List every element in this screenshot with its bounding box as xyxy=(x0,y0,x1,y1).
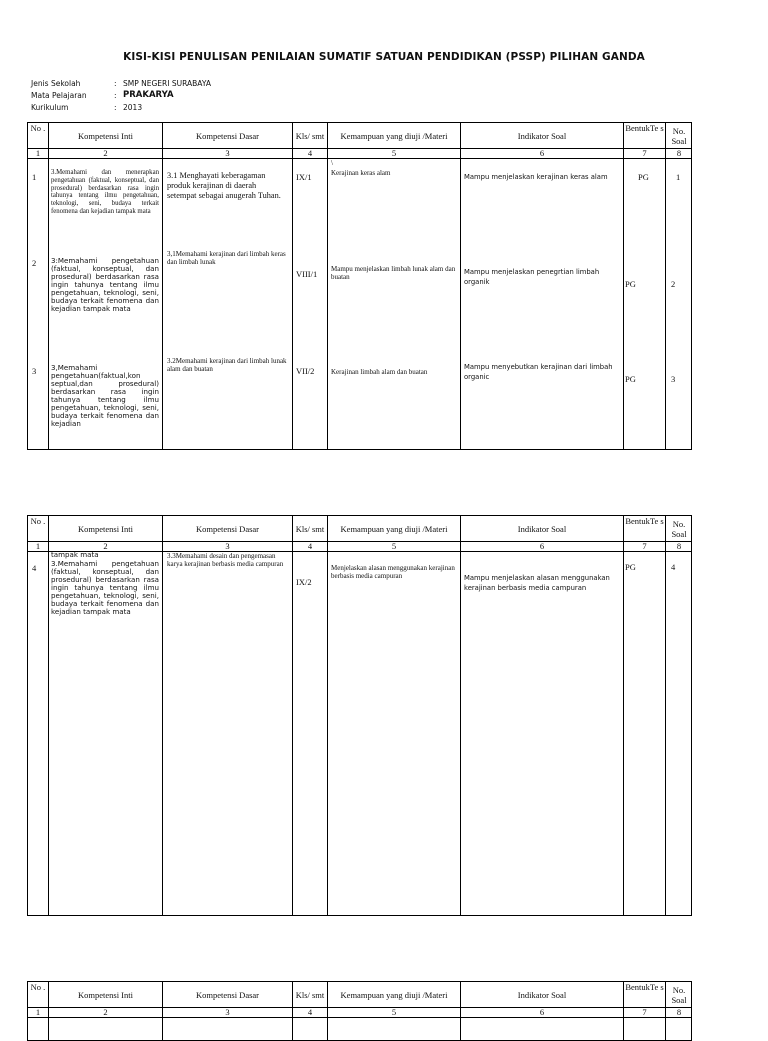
carry-over-text: tampak mata xyxy=(51,550,99,559)
header-materi: Kemampuan yang diuji /Materi xyxy=(340,523,448,534)
header-kompetensi-dasar: Kompetensi Dasar xyxy=(195,130,260,141)
materi-cell: Menjelaskan alasan menggunakan kerajinan berbasis media campuran xyxy=(331,564,455,580)
bentuk-cell: PG xyxy=(638,172,649,182)
col-number: 1 xyxy=(35,148,41,158)
meta-label: Jenis Sekolah xyxy=(31,79,81,88)
no-soal-cell: 4 xyxy=(671,562,676,572)
col-number: 6 xyxy=(539,1007,545,1017)
col-number: 5 xyxy=(391,1007,397,1017)
header-no: No . xyxy=(30,982,46,992)
header-indikator: Indikator Soal xyxy=(517,989,567,1000)
bentuk-cell: PG xyxy=(625,279,636,289)
no-soal-cell: 3 xyxy=(671,374,676,384)
bentuk-cell: PG xyxy=(625,562,636,572)
kisi-table-1 xyxy=(27,122,692,450)
header-no: No . xyxy=(30,123,46,133)
header-kelas-semester: Kls/ smt xyxy=(295,989,325,1000)
col-number: 3 xyxy=(225,1007,230,1017)
kompetensi-dasar-cell: 3.1 Menghayati keberagaman produk kerajinan di daerah setempat sebagai anugerah Tuhan. xyxy=(167,171,281,200)
kompetensi-dasar-cell: 3.2Memahami kerajinan dari limbah lunak alam dan buatan xyxy=(167,357,287,373)
col-number: 4 xyxy=(307,541,313,551)
indikator-cell: Mampu menyebutkan kerajinan dari limbah organic xyxy=(464,363,613,381)
meta-colon: : xyxy=(114,79,117,88)
meta-colon: : xyxy=(114,103,117,112)
col-number: 6 xyxy=(539,148,545,158)
header-no-soal: No. Soal xyxy=(671,984,687,1005)
row-no: 1 xyxy=(32,172,37,182)
header-kompetensi-inti: Kompetensi Inti xyxy=(77,989,133,1000)
kompetensi-dasar-cell: 3,1Memahami kerajinan dari limbah keras dan limbah lunak xyxy=(167,250,286,266)
header-kelas-semester: Kls/ smt xyxy=(295,130,325,141)
col-number: 1 xyxy=(35,541,41,551)
col-number: 1 xyxy=(35,1007,41,1017)
col-number: 2 xyxy=(103,541,108,551)
no-soal-cell: 2 xyxy=(671,279,676,289)
col-number: 2 xyxy=(103,148,108,158)
col-number: 3 xyxy=(225,541,230,551)
meta-value: SMP NEGERI SURABAYA xyxy=(123,79,211,88)
bentuk-cell: PG xyxy=(625,374,636,384)
indikator-cell: Mampu menjelaskan kerajinan keras alam xyxy=(464,173,608,181)
kelas-cell: VIII/1 xyxy=(296,269,318,279)
meta-colon: : xyxy=(114,91,117,100)
col-number: 6 xyxy=(539,541,545,551)
materi-cell: Kerajinan keras alam xyxy=(331,169,391,177)
kompetensi-inti-cell: 3.Memahami dan menerapkan pengetahuan (faktual, konseptual, dan prosedural) berdasarkan rasa ingin tahunya tentang ilmu pengetahuan, teknologi, seni, budaya terkait fenomena dan kejadian tampak mata xyxy=(51,169,159,215)
header-bentuk-tes: BentukTe s xyxy=(625,982,664,992)
col-number: 5 xyxy=(391,541,397,551)
kompetensi-inti-cell: 3,Memahami pengetahuan(faktual,kon septual,dan prosedural) berdasarkan rasa ingin tahunya tentang ilmu pengetahuan, teknologi, seni, budaya terkait fenomena dan kejadian xyxy=(51,363,159,428)
header-indikator: Indikator Soal xyxy=(517,130,567,141)
materi-mark: \ xyxy=(331,159,333,167)
kelas-cell: IX/1 xyxy=(296,172,312,182)
kelas-cell: IX/2 xyxy=(296,577,312,587)
indikator-cell: Mampu menjelaskan penegrtian limbah organik xyxy=(464,268,600,286)
header-kompetensi-inti: Kompetensi Inti xyxy=(77,130,133,141)
col-number: 5 xyxy=(391,148,397,158)
col-number: 4 xyxy=(307,148,313,158)
header-kompetensi-dasar: Kompetensi Dasar xyxy=(195,989,260,1000)
header-bentuk-tes: BentukTe s xyxy=(625,123,664,133)
indikator-cell: Mampu menjelaskan alasan menggunakan kerajinan berbasis media campuran xyxy=(464,574,610,592)
kisi-table-3 xyxy=(27,981,692,1041)
col-number: 8 xyxy=(676,148,682,158)
kompetensi-inti-cell: 3.Memahami pengetahuan (faktual, konseptual, dan prosedural) berdasarkan rasa ingin tahunya tentang ilmu pengetahuan, teknologi, seni, budaya terkait fenomena dan kejadian tampak mata xyxy=(51,559,159,616)
header-kelas-semester: Kls/ smt xyxy=(295,523,325,534)
col-number: 3 xyxy=(225,148,230,158)
header-no-soal: No. Soal xyxy=(671,125,687,146)
col-number: 7 xyxy=(642,148,647,158)
header-no-soal: No. Soal xyxy=(671,518,687,539)
kompetensi-inti-cell: 3:Memahami pengetahuan (faktual, konseptual, dan prosedural) berdasarkan rasa ingin tahunya tentang ilmu pengetahuan, teknologi, seni, budaya terkait fenomena dan kejadian tampak mata xyxy=(51,256,159,313)
col-number: 7 xyxy=(642,541,647,551)
meta-label: Kurikulum xyxy=(31,103,69,112)
header-bentuk-tes: BentukTe s xyxy=(625,516,664,526)
meta-value: PRAKARYA xyxy=(123,90,174,100)
header-indikator: Indikator Soal xyxy=(517,523,567,534)
row-no: 2 xyxy=(32,258,37,268)
meta-value: 2013 xyxy=(123,103,143,112)
header-kompetensi-dasar: Kompetensi Dasar xyxy=(195,523,260,534)
kelas-cell: VII/2 xyxy=(296,366,315,376)
row-no: 3 xyxy=(32,366,37,376)
kompetensi-dasar-cell: 3.3Memahami desain dan pengemasan karya kerajinan berbasis media campuran xyxy=(167,552,284,568)
col-number: 4 xyxy=(307,1007,313,1017)
col-number: 8 xyxy=(676,1007,682,1017)
col-number: 8 xyxy=(676,541,682,551)
header-materi: Kemampuan yang diuji /Materi xyxy=(340,130,448,141)
materi-cell: Kerajinan limbah alam dan buatan xyxy=(331,368,428,376)
no-soal-cell: 1 xyxy=(676,172,681,182)
header-no: No . xyxy=(30,516,46,526)
header-materi: Kemampuan yang diuji /Materi xyxy=(340,989,448,1000)
col-number: 7 xyxy=(642,1007,647,1017)
meta-label: Mata Pelajaran xyxy=(31,91,87,100)
header-kompetensi-inti: Kompetensi Inti xyxy=(77,523,133,534)
kisi-table-2 xyxy=(27,515,692,916)
document-title: KISI-KISI PENULISAN PENILAIAN SUMATIF SATUAN PENDIDIKAN (PSSP) PILIHAN GANDA xyxy=(123,51,645,63)
col-number: 2 xyxy=(103,1007,108,1017)
materi-cell: Mampu menjelaskan limbah lunak alam dan buatan xyxy=(331,265,456,281)
row-no: 4 xyxy=(32,563,37,573)
